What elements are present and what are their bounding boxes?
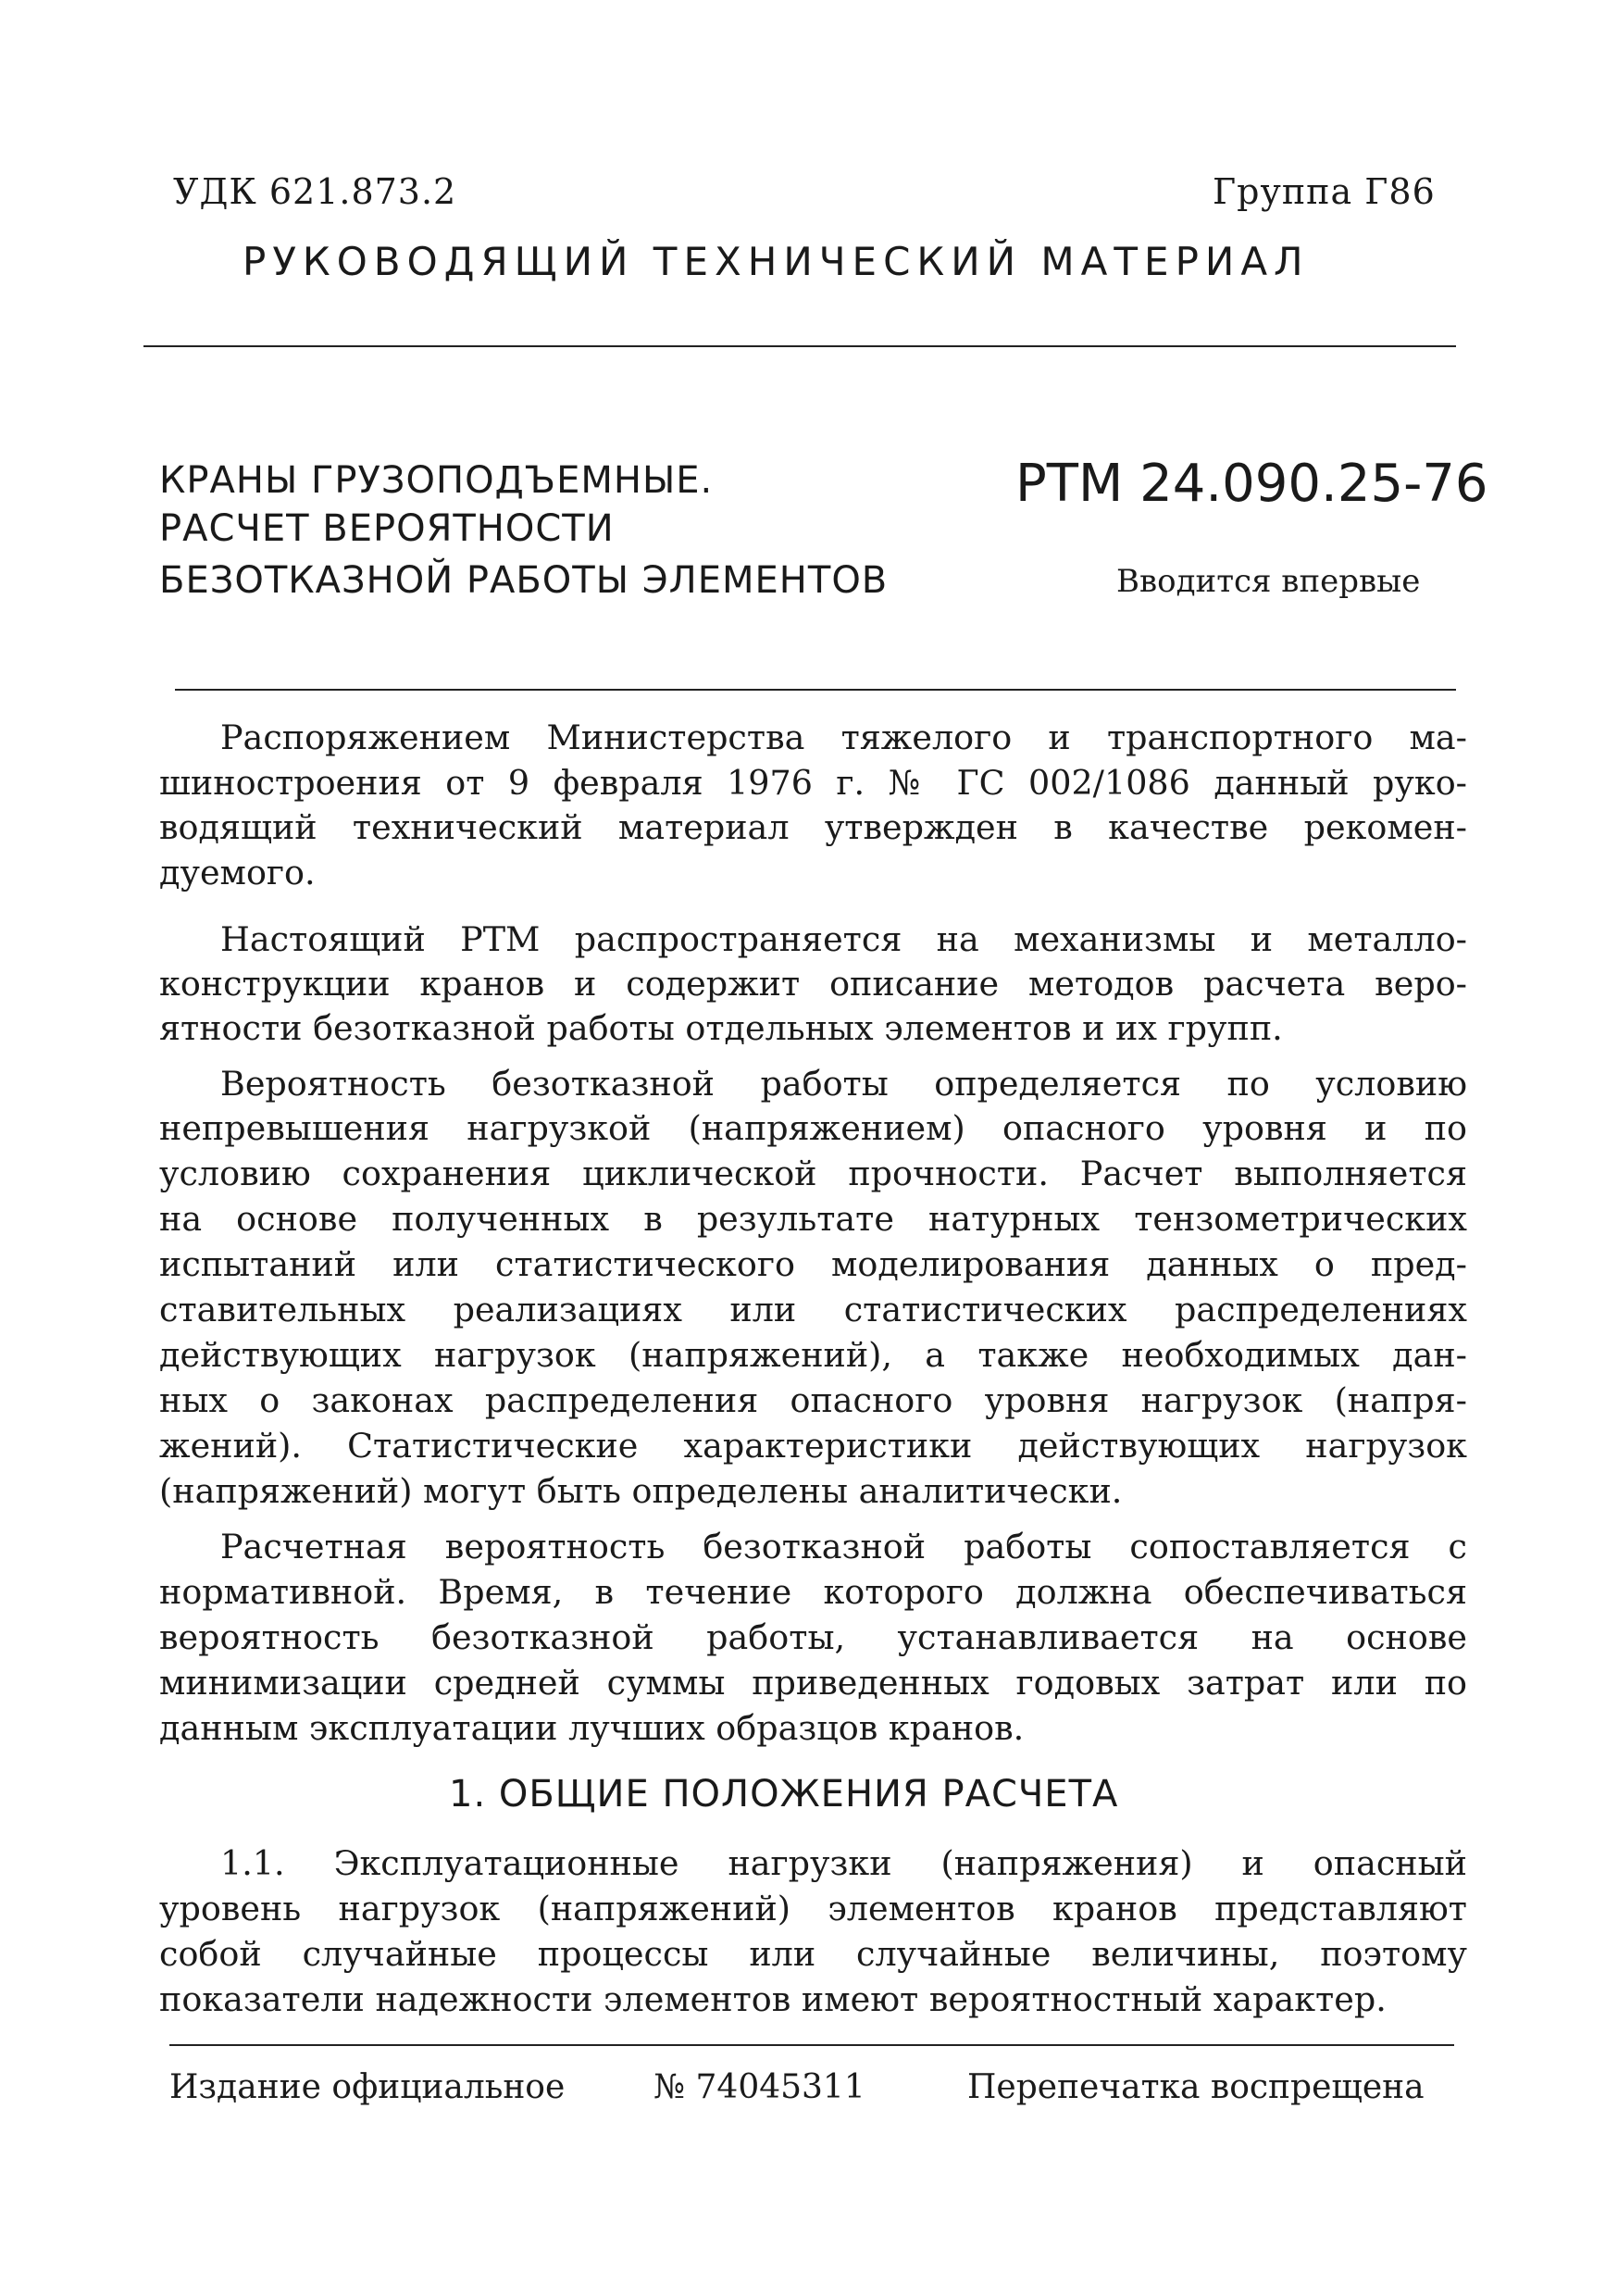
footer-number: № 74045311: [653, 2068, 865, 2106]
paragraph-line: на основе полученных в результате натурных тензометрических: [159, 1199, 1467, 1239]
paragraph-line: непревышения нагрузкой (напряжением) опасного уровня и по: [159, 1108, 1467, 1148]
paragraph-line: 1.1. Эксплуатационные нагрузки (напряжения) и опасный: [220, 1843, 1467, 1883]
paragraph-line: действующих нагрузок (напряжений), а также необходимых дан-: [159, 1335, 1467, 1375]
paragraph-line: дуемого.: [159, 853, 316, 892]
paragraph-line: данным эксплуатации лучших образцов кранов.: [159, 1708, 1025, 1748]
udc-code: УДК 621.873.2: [173, 171, 457, 212]
paragraph-line: конструкции кранов и содержит описание методов расчета веро-: [159, 964, 1467, 1004]
paragraph-line: Расчетная вероятность безотказной работы сопоставляется с: [220, 1527, 1467, 1566]
paragraph-line: нормативной. Время, в течение которого должна обеспечиваться: [159, 1572, 1467, 1612]
paragraph-line: собой случайные процессы или случайные величины, поэтому: [159, 1934, 1467, 1974]
document-code: РТМ 24.090.25-76: [1015, 454, 1488, 514]
section-heading: 1. ОБЩИЕ ПОЛОЖЕНИЯ РАСЧЕТА: [449, 1773, 1119, 1816]
paragraph-line: ных о законах распределения опасного уровня нагрузок (напря-: [159, 1380, 1467, 1420]
title-line-2: РАСЧЕТ ВЕРОЯТНОСТИ: [159, 507, 615, 550]
paragraph-line: вероятность безотказной работы, устанавливается на основе: [159, 1617, 1467, 1657]
header-divider: [143, 345, 1456, 347]
group-code: Группа Г86: [1213, 171, 1436, 212]
title-line-1: КРАНЫ ГРУЗОПОДЪЕМНЫЕ.: [159, 459, 714, 502]
document-type: РУКОВОДЯЩИЙ ТЕХНИЧЕСКИЙ МАТЕРИАЛ: [243, 239, 1310, 284]
footer-divider: [169, 2044, 1454, 2046]
paragraph-line: (напряжений) могут быть определены аналитически.: [159, 1471, 1123, 1511]
paragraph-line: Распоряжением Министерства тяжелого и транспортного ма-: [220, 718, 1467, 757]
footer-reprint-notice: Перепечатка воспрещена: [967, 2068, 1425, 2106]
paragraph-line: испытаний или статистического моделирования данных о пред-: [159, 1244, 1467, 1284]
paragraph-line: минимизации средней суммы приведенных годовых затрат или по: [159, 1663, 1467, 1703]
title-line-3: БЕЗОТКАЗНОЙ РАБОТЫ ЭЛЕМЕНТОВ: [159, 559, 889, 602]
paragraph-line: ятности безотказной работы отдельных элементов и их групп.: [159, 1008, 1283, 1048]
paragraph-line: Вероятность безотказной работы определяется по условию: [220, 1064, 1467, 1104]
introduction-note: Вводится впервые: [1116, 563, 1421, 600]
paragraph-line: Настоящий РТМ распространяется на механизмы и металло-: [220, 919, 1467, 959]
paragraph-line: ставительных реализациях или статистических распределениях: [159, 1290, 1467, 1329]
paragraph-line: условию сохранения циклической прочности. Расчет выполняется: [159, 1154, 1467, 1193]
footer-edition: Издание официальное: [169, 2068, 566, 2106]
paragraph-line: жений). Статистические характеристики действующих нагрузок: [159, 1426, 1467, 1466]
paragraph-line: показатели надежности элементов имеют вероятностный характер.: [159, 1979, 1387, 2019]
title-divider: [175, 689, 1456, 691]
paragraph-line: водящий технический материал утвержден в качестве рекомен-: [159, 807, 1467, 847]
paragraph-line: уровень нагрузок (напряжений) элементов кранов представляют: [159, 1889, 1467, 1928]
paragraph-line: шиностроения от 9 февраля 1976 г. № ГС 002/1086 данный руко-: [159, 763, 1467, 803]
